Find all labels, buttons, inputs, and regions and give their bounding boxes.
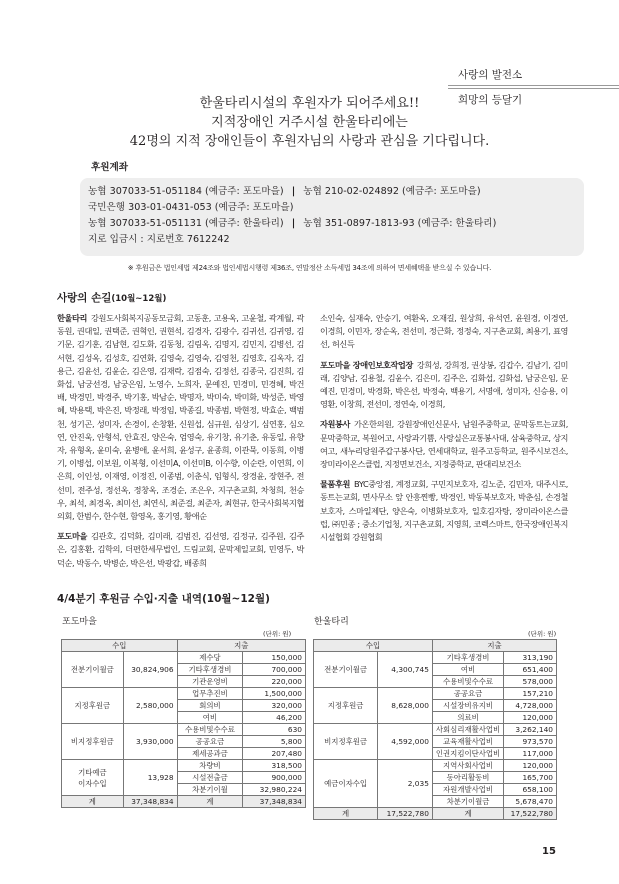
income-category: 전분기이월금 (314, 652, 378, 688)
income-category: 지정후원금 (314, 688, 378, 724)
expense-item: 의료비 (432, 712, 503, 724)
account-line-2: 국민은행 303-01-0431-053 (예금주: 포도마을) (88, 202, 294, 213)
expense-amount: 220,000 (243, 676, 306, 688)
donor-names: 김관호, 김덕화, 김미래, 김범진, 김선영, 김정규, 김주원, 김주은, 김홍환, 김학의, 더편한세무법인, 드림교회, 문막제일교회, 민영두, 박덕순, 박동수, 박병순, 박은선, 박광갑, 배종희 (57, 531, 304, 568)
total-label: 계 (62, 796, 124, 808)
expense-amount: 973,570 (504, 736, 557, 748)
donor-category: 포도마을 장애인보호작업장 (320, 359, 413, 370)
expense-amount: 120,000 (504, 760, 557, 772)
donor-paragraph (320, 359, 568, 412)
expense-item: 제수당 (177, 652, 243, 664)
expense-amount: 3,262,140 (504, 724, 557, 736)
table-row (62, 688, 306, 700)
table-name-hanultari: 한울타리 (314, 617, 349, 627)
expense-item: 인권지킴이단사업비 (432, 748, 503, 760)
expense-item: 차분기이월금 (432, 796, 503, 808)
expense-item: 시설장비유지비 (432, 700, 503, 712)
account-label: 후원계좌 (91, 162, 129, 173)
table-row (62, 760, 306, 772)
expense-item: 기타후생경비 (432, 652, 503, 664)
table-name-podo: 포도마을 (62, 617, 97, 627)
income-category: 기타예금 이자수입 (62, 760, 124, 796)
expense-item: 사회심리재활사업비 (432, 724, 503, 736)
expense-item: 교육재활사업비 (432, 736, 503, 748)
total-income: 37,348,834 (123, 796, 177, 808)
expense-item: 기관운영비 (177, 676, 243, 688)
income-category: 지정후원금 (62, 688, 124, 724)
expense-amount: 700,000 (243, 664, 306, 676)
total-label: 계 (432, 808, 503, 820)
donor-names: 강원도사회복지공동모금회, 고동훈, 고용옥, 고윤철, 곽계월, 곽동원, 권대일, 권택준, 권혁인, 권현석, 김경자, 김광수, 김귀선, 김귀영, 김기문, 김기훈, 김남현, 김도화, 김동청, 김림옥, 김명지, 김민지, 김병선, 김서현, 김성옥, 김성호, 김연화, 김영숙, 김영숙, 김영천, 김영호, 김옥자, 김용근, 김윤선, 김윤순, 김은영, 김재락, 김점숙, 김정선, 김종국, 김진희, 김화섭, 남궁선경, 남궁은임, 노영수, 노희자, 문예진, 민경미, 민경혜, 박건배, 박경민, 박경주, 박기홍, 박남순, 박명자, 박미숙, 박미화, 박성준, 박영혜, 박용택, 박은진, 박정래, 박정임, 박종길, 박종범, 박현정, 박효순, 백범천, 성기곤, 성미자, 손경이, 손창환, 신원섭, 심규원, 심상기, 심연홍, 심오연, 안진욱, 안형석, 안효진, 양은숙, 엄영숙, 유기창, 유기춘, 유동일, 유향자, 유형옥, 윤미숙, 윤병애, 윤서희, 윤성구, 윤종희, 이관묵, 이동희, 이병기, 이병섭, 이보원, 이복형, 이선미A, 이선미B, 이수향, 이순란, 이연희, 이은희, 이인성, 이재영, 이정진, 이종범, 이춘식, 임형식, 장경윤, 장현주, 전선미, 전주성, 정선옥, 정창옥, 조경순, 조은우, 지구촌교회, 차청희, 천승우, 최석, 최경옥, 최미선, 최연식, 최준걸, 최준자, 최현규, 한국사회복지협의회, 한범수, 한수현, 함영옥, 홍기영, 황애순 (57, 313, 304, 522)
expense-amount: 157,210 (504, 688, 557, 700)
table-row (314, 724, 557, 736)
table-header-row (314, 640, 557, 652)
expense-amount: 1,500,000 (243, 688, 306, 700)
unit-label: (단위: 원) (263, 630, 292, 638)
donor-paragraph (57, 530, 304, 570)
tax-note: ※ 후원금은 법인세법 제24조와 법인세법시행령 제36조, 연말정산 소득세법 34조에 의하여 면세혜택을 받으실 수 있습니다. (127, 264, 492, 272)
expense-item: 기타후생경비 (177, 664, 243, 676)
expense-header: 지출 (177, 640, 305, 652)
expense-header: 지출 (432, 640, 556, 652)
expense-amount: 320,000 (243, 700, 306, 712)
finance-table-hanultari (313, 639, 557, 820)
expense-amount: 313,190 (504, 652, 557, 664)
total-expense: 17,522,780 (504, 808, 557, 820)
income-category: 전분기이월금 (62, 652, 124, 688)
income-amount: 3,930,000 (123, 724, 177, 760)
expense-amount: 651,400 (504, 664, 557, 676)
donor-category: 한울타리 (57, 313, 88, 323)
expense-item: 업무추진비 (177, 688, 243, 700)
table-row (62, 724, 306, 736)
donor-category: 자원봉사 (320, 419, 351, 430)
nav-tab-power-plant[interactable]: 사랑의 발전소 (448, 64, 619, 86)
income-amount: 30,824,906 (123, 652, 177, 688)
account-line-3: 농협 307033-51-051131 (예금주: 한울타리) | 농협 351-0897-1813-93 (예금주: 한울타리) (88, 218, 497, 229)
total-income: 17,522,780 (378, 808, 433, 820)
table-row (314, 652, 557, 664)
donor-names: 강희성, 강희정, 권상봉, 김갑수, 김남기, 김미래, 김양남, 김용철, 김윤수, 김은미, 김주은, 김화섭, 김화섭, 남궁은임, 문예진, 민경미, 박경화, 박은선, 박정숙, 백용기, 서명애, 성미자, 신승용, 이영환, 이창희, 전선미, 정연숙, 이경희, (320, 359, 568, 410)
expense-item: 제세공과금 (177, 748, 243, 760)
expense-item: 자원개발사업비 (432, 784, 503, 796)
income-header: 수입 (62, 640, 178, 652)
table-row (314, 760, 557, 772)
total-label: 계 (177, 796, 243, 808)
expense-item: 시설전출금 (177, 772, 243, 784)
income-amount: 8,628,000 (378, 688, 433, 724)
donor-column-right (320, 312, 568, 544)
expense-item: 공공요금 (177, 736, 243, 748)
heading-line-1: 한울타리시설의 후원자가 되어주세요!! (199, 96, 420, 111)
income-amount: 13,928 (123, 760, 177, 796)
finance-title: 4/4분기 후원금 수입·지출 내역(10월~12월) (57, 593, 270, 605)
expense-amount: 630 (243, 724, 306, 736)
total-label: 계 (314, 808, 378, 820)
love-title: 사랑의 손길(10월~12월) (57, 292, 167, 304)
expense-item: 동아리활동비 (432, 772, 503, 784)
expense-amount: 32,980,224 (243, 784, 306, 796)
donor-paragraph (320, 478, 568, 544)
donor-paragraph (57, 312, 304, 523)
table-row (314, 688, 557, 700)
donor-column-left (57, 312, 304, 570)
income-header: 수입 (314, 640, 433, 652)
account-line-1: 농협 307033-51-051184 (예금주: 포도마을) | 농협 210-02-024892 (예금주: 포도마을) (88, 186, 481, 197)
expense-item: 공공요금 (432, 688, 503, 700)
nav-tab-hope[interactable]: 희망의 등달기 (448, 88, 619, 110)
income-category: 예금이자수입 (314, 760, 378, 808)
donor-category: 물품후원 (320, 479, 351, 490)
table-header-row (62, 640, 306, 652)
expense-amount: 4,728,000 (504, 700, 557, 712)
account-line-4: 지로 입금시 : 지로번호 7612242 (88, 234, 230, 245)
finance-table-podo (61, 639, 306, 808)
income-category: 비지정후원금 (62, 724, 124, 760)
donor-names: BYC중앙점, 계정교회, 구민지보호자, 김노준, 김민자, 대주시로, 동트는교회, 면사무소 앞 안흥찐빵, 박경인, 박동북보호자, 박춘심, 손경철보호자, 스마일제단, 양은숙, 이병화보호자, 일호김자탕, 장미라이온스클럽, ㈜민종 ; 중소기업청, 지구촌교회, 지영희, 코렉스마트, 한국장애인복지시설협회 강원협회 (320, 479, 568, 543)
expense-amount: 165,700 (504, 772, 557, 784)
expense-item: 지역사회사업비 (432, 760, 503, 772)
table-row (62, 652, 306, 664)
income-amount: 4,300,745 (378, 652, 433, 688)
expense-amount: 150,000 (243, 652, 306, 664)
total-row (62, 796, 306, 808)
account-box (80, 178, 584, 256)
donor-names: 소인숙, 심재숙, 안승기, 여환옥, 오재길, 원상희, 유석연, 윤원경, 이경연, 이경희, 이민자, 장순옥, 전선미, 정근화, 정정숙, 지구촌교회, 최용기, 표영선, 허신득 (320, 313, 568, 350)
expense-item: 수용비및수수료 (177, 724, 243, 736)
expense-amount: 207,480 (243, 748, 306, 760)
donor-names: 가온한의원, 강원장애인신문사, 남원주중학교, 문막동트는교회, 문막중학교, 복원어고, 사랑과기쁨, 사랑실은교통봉사대, 삼육중학교, 상지여고, 새누리당원주갑구봉사단, 연세대학교, 원주고등학교, 원주시보건소, 장미라이온스클럽, 지정면보건소, 지정중학교, 판대리보건소 (320, 419, 568, 470)
expense-amount: 46,200 (243, 712, 306, 724)
page-number: 15 (542, 846, 556, 857)
expense-amount: 658,100 (504, 784, 557, 796)
expense-amount: 120,000 (504, 712, 557, 724)
donor-paragraph (320, 418, 568, 471)
expense-amount: 5,800 (243, 736, 306, 748)
heading-line-3: 42명의 지적 장애인들이 후원자님의 사랑과 관심을 기다립니다. (129, 134, 490, 149)
expense-amount: 900,000 (243, 772, 306, 784)
donor-paragraph (320, 312, 568, 352)
expense-item: 수용비및수수료 (432, 676, 503, 688)
expense-amount: 578,000 (504, 676, 557, 688)
expense-item: 차분기이월 (177, 784, 243, 796)
expense-item: 회의비 (177, 700, 243, 712)
expense-amount: 318,500 (243, 760, 306, 772)
total-expense: 37,348,834 (243, 796, 306, 808)
income-amount: 2,580,000 (123, 688, 177, 724)
income-amount: 4,592,000 (378, 724, 433, 760)
donor-category: 포도마을 (57, 531, 88, 542)
expense-amount: 5,678,470 (504, 796, 557, 808)
unit-label: (단위: 원) (528, 630, 557, 638)
expense-item: 차량비 (177, 760, 243, 772)
expense-amount: 117,000 (504, 748, 557, 760)
expense-item: 여비 (177, 712, 243, 724)
total-row (314, 808, 557, 820)
heading-line-2: 지적장애인 거주시설 한울타리에는 (211, 115, 408, 130)
income-amount: 2,035 (378, 760, 433, 808)
expense-item: 여비 (432, 664, 503, 676)
income-category: 비지정후원금 (314, 724, 378, 760)
